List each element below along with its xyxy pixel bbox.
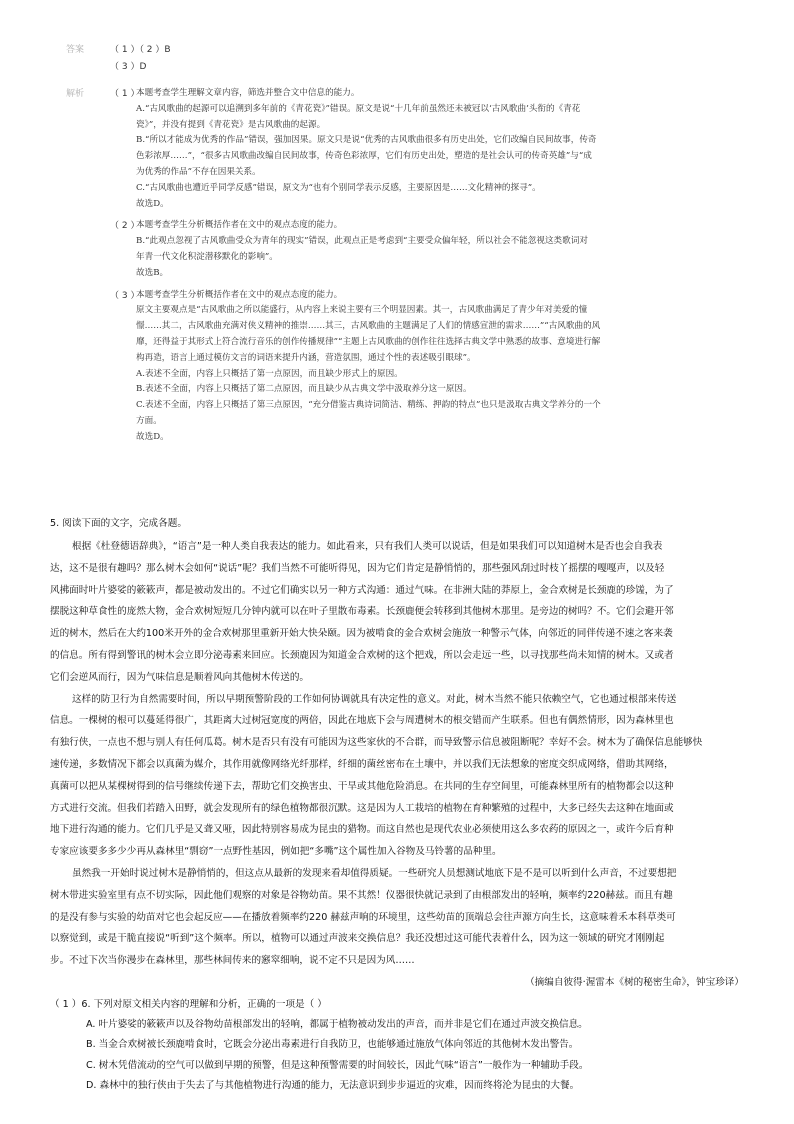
analysis-line: 故选B。 xyxy=(136,267,169,278)
analysis-line: C.“古风歌曲也遭近乎同学反感”错误，原文为“也有个别同学表示反感，主要原因是……文化精神的探寻”。 xyxy=(136,182,541,193)
analysis-line: 为优秀的作品”不存在因果关系。 xyxy=(136,166,261,177)
passage-line: 这样的防卫行为自然需要时间，所以早期预警阶段的工作如何协调就具有决定性的意义。对此，树木当然不能只依赖空气，它也通过根部来传送 xyxy=(72,693,677,705)
passage-paragraph-1 xyxy=(50,536,744,689)
analysis-item-number: （ 1 ） xyxy=(110,89,140,99)
option-b[interactable]: B. 当金合欢树被长颈鹿啃食时，它既会分泌出毒素进行自我防卫，也能够通过施放气体向邻近的其他树木发出警告。 xyxy=(86,1039,579,1051)
answer-label: 答案 xyxy=(66,45,85,55)
analysis-line: 本题考查学生分析概括作者在文中的观点态度的能力。 xyxy=(136,289,343,300)
passage-line: 树木带进实验室里有点不切实际，因此他们观察的对象是谷物幼苗。果不其然！仪器很快就记录到了由根部发出的轻响，频率约220赫兹。而且有趣 xyxy=(50,889,673,901)
question-stem: （ 1 ）6. 下列对原文相关内容的理解和分析，正确的一项是（ ） xyxy=(50,998,327,1010)
analysis-line: 本题考查学生理解文章内容，筛选并整合文中信息的能力。 xyxy=(136,88,360,98)
analysis-line: 构再造，语言上通过模仿文言的词语来提升内涵，营造氛围，通过个性的表述吸引眼球”。 xyxy=(136,352,476,363)
analysis-line: B.“此观点忽视了古风歌曲受众为青年的现实”错误，此观点正是考虑到“主要受众偏年轻，所以社会不能忽视这类歌词对 xyxy=(136,236,588,247)
analysis-line: B.表述不全面，内容上只概括了第二点原因，而且缺少从古典文学中汲取养分这一原因。 xyxy=(136,384,472,395)
question-title: 5. 阅读下面的文字，完成各题。 xyxy=(50,518,187,529)
analysis-line: 年青一代文化积淀潜移默化的影响”。 xyxy=(136,251,278,262)
passage-line: 的信息。所有得到警讯的树木会立即分泌毒素来回应。长颈鹿因为知道金合欢树的这个把戏，所以会走远一些，以寻找那些尚未知情的树木。又或者 xyxy=(50,649,674,661)
analysis-line: 靡，还得益于其形式上符合流行音乐的创作传播规律”“主题上古风歌曲的创作往往选择古典文学中熟悉的故事、意境进行解 xyxy=(136,336,601,347)
passage-line: 风拂面时叶片婆娑的簌簌声，都是被动发出的。不过它们确实以另一种方式沟通：通过气味。在非洲大陆的莽原上，金合欢树是长颈鹿的珍馐，为了 xyxy=(50,584,674,596)
option-d[interactable]: D. 森林中的独行侠由于失去了与其他植物进行沟通的能力，无法意识到步步逼近的灾难，因而终将沦为昆虫的大餐。 xyxy=(86,1080,580,1092)
analysis-item-3 xyxy=(110,288,750,446)
answer-line-1: （ 1 ）（ 2 ）B xyxy=(110,45,171,55)
analysis-line: 原文主要观点是“古风歌曲之所以能盛行，从内容上来说主要有三个明显因素。其一，古风歌曲满足了青少年对美爱的憧 xyxy=(136,305,588,316)
analysis-line: 故选D。 xyxy=(136,431,169,442)
passage-line: 根据《杜登德语辞典》，“语言”是一种人类自我表达的能力。如此看来，只有我们人类可以说话，但是如果我们可以知道树木是否也会自我表 xyxy=(72,541,663,552)
passage-line: 地下进行沟通的能力。它们几乎是又聋又哑，因此特别容易成为昆虫的猎物。而这自然也是现代农业必须使用这么多农药的原因之一，或许今后育种 xyxy=(50,824,674,836)
passage-line: 速传递，多数情况下都会以真菌为媒介，其作用就像网络光纤那样，纤细的菌丝密布在土壤中，并以我们无法想象的密度交织成网络，借助其网络， xyxy=(50,758,674,770)
analysis-line: B.“所以才能成为优秀的作品”错误，强加因果。原文只是说“优秀的古风歌曲很多有历史出处，它们改编自民间故事，传奇 xyxy=(136,135,597,146)
passage-source: （摘编自彼得·渥雷本《树的秘密生命》，钟宝珍译） xyxy=(525,976,744,988)
passage-line: 达，这不是很有趣吗？那么树木会如何“说话”呢？我们当然不可能听得见，因为它们肯定是静悄悄的，那些强风刮过时枝丫摇摆的嘎嘎声，以及轻 xyxy=(50,562,665,574)
passage-line: 它们会逆风而行，因为气味信息是顺着风向其他树木传送的。 xyxy=(50,671,310,683)
analysis-line: 本题考查学生分析概括作者在文中的观点态度的能力。 xyxy=(136,220,343,231)
answer-line-2: （ 3 ）D xyxy=(110,62,147,72)
passage-line: 方式进行交流。但我们若踏入田野，就会发现所有的绿色植物都很沉默。这是因为人工栽培的植物在育种繁殖的过程中，大多已经失去这种在地面或 xyxy=(50,802,674,814)
analysis-line: A.表述不全面，内容上只概括了第一点原因，而且缺少形式上的原因。 xyxy=(136,368,403,379)
passage-paragraph-2 xyxy=(50,689,744,863)
passage-line: 步。不过下次当你漫步在森林里，那些林间传来的窸窣细响，说不定不只是因为风…… xyxy=(50,955,415,967)
passage-line: 专家应该要多多少少再从森林里“剽窃”一点野性基因，例如把“多嘴”这个属性加入谷物及马铃薯的品种里。 xyxy=(50,846,502,858)
option-c[interactable]: C. 树木凭借流动的空气可以做到早期的预警，但是这种预警需要的时间较长，因此气味“语言”一般作为一种辅助手段。 xyxy=(86,1059,589,1071)
analysis-line: 方面。 xyxy=(136,415,162,426)
analysis-line: A.“古风歌曲的起源可以追溯到多年前的《青花瓷》”错误。原文是说“十几年前虽然还未被冠以‘古风歌曲’头衔的《青花 xyxy=(136,103,581,114)
passage-line: 的是没有参与实验的幼苗对它也会起反应——在播放着频率约220 赫兹声响的环境里，这些幼苗的顶端总会往声源方向生长，这意味着禾本科草类可 xyxy=(50,911,676,923)
analysis-label: 解析 xyxy=(66,89,85,99)
analysis-item-number: （ 2 ） xyxy=(110,221,140,232)
analysis-line: 瓷》”，并没有提到《青花瓷》是古风歌曲的起源。 xyxy=(136,119,326,130)
analysis-line: 憬……其二，古风歌曲充满对侠义精神的推崇……其三，古风歌曲的主题满足了人们的情感宣泄的需求……”“古风歌曲的风 xyxy=(136,321,601,332)
passage-line: 摆脱这种草食性的庞然大物，金合欢树短短几分钟内就可以在叶子里散布毒素。长颈鹿便会转移到其他树木那里。是旁边的树吗？不。它们会避开邻 xyxy=(50,606,674,618)
analysis-list xyxy=(110,86,750,452)
passage-line: 虽然我一开始时说过树木是静悄悄的，但这点从最新的发现来看却值得质疑。一些研究人员想测试地底下是不是可以听到什么声音，不过要想把 xyxy=(72,867,677,879)
option-a[interactable]: A. 叶片婆娑的簌簌声以及谷物幼苗根部发出的轻响，都属于植物被动发出的声音，而并非是它们在通过声波交换信息。 xyxy=(86,1018,588,1030)
passage-line: 真菌可以把从某棵树得到的信号继续传递下去，帮助它们交换害虫、干旱或其他危险消息。在共同的生存空间里，可能森林里所有的植物都会以这种 xyxy=(50,780,674,792)
passage-paragraph-3 xyxy=(50,863,744,972)
passage-line: 以察觉到，或是干脆直接说“听到”这个频率。所以，植物可以通过声波来交换信息？我还没想过这可能代表着什么，因为这一领域的研究才刚刚起 xyxy=(50,933,665,945)
analysis-line: 色彩浓厚……”，“很多古风歌曲改编自民间故事，传奇色彩浓厚，它们有历史出处，塑造的是社会认可的传奇英雄”与“成 xyxy=(136,151,592,162)
analysis-item-2 xyxy=(110,218,750,281)
passage-line: 近的树木，然后在大约100米开外的金合欢树那里重新开始大快朵颐。因为被啃食的金合欢树会施放一种警示气体，向邻近的同伴传递不速之客来袭 xyxy=(50,628,673,640)
analysis-item-1 xyxy=(110,86,750,212)
analysis-line: C.表述不全面，内容上只概括了第三点原因，“充分借鉴古典诗词简洁、精练、押韵的特点”也只是汲取古典文学养分的一个 xyxy=(136,400,601,411)
passage-line: 信息。一棵树的根可以蔓延得很广，其距离大过树冠宽度的两倍，因此在地底下会与周遭树木的根交错而产生联系。但也有偶然情形，因为森林里也 xyxy=(50,715,674,727)
question-options xyxy=(86,1015,744,1097)
analysis-line: 故选D。 xyxy=(136,198,169,209)
analysis-item-number: （ 3 ） xyxy=(110,290,140,301)
reading-passage xyxy=(50,516,744,1097)
passage-line: 有独行侠，一点也不想与别人有任何瓜葛。树木是否只有没有可能因为这些家伙的不合群，而导致警示信息被阻断呢？幸好不会。树木为了确保信息能够快 xyxy=(50,737,703,749)
